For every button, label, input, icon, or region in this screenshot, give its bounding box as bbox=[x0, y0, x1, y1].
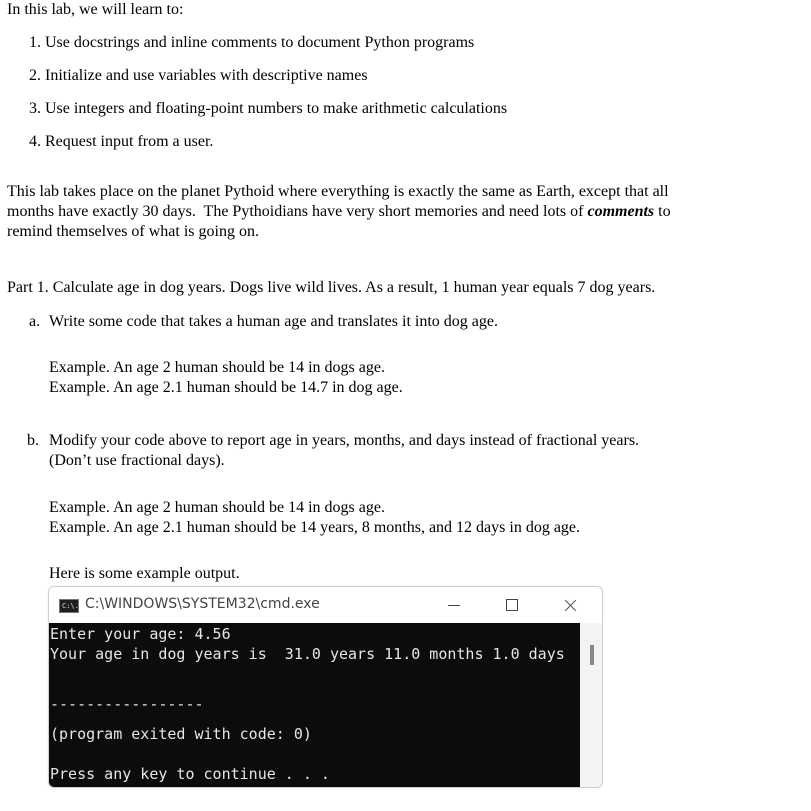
item-a-example-2: Example. An age 2.1 human should be 14.7 in dog age. bbox=[49, 379, 403, 396]
item-b-example-2: Example. An age 2.1 human should be 14 years, 8 months, and 12 days in dog age. bbox=[49, 519, 581, 536]
scrollbar-thumb[interactable] bbox=[590, 645, 594, 665]
console-title: C:\WINDOWS\SYSTEM32\cmd.exe bbox=[85, 596, 320, 612]
objective-item-4: 4. Request input from a user. bbox=[29, 133, 214, 150]
part1-heading: Part 1. Calculate age in dog years. Dogs live wild lives. As a result, 1 human year equals 7 dog years. bbox=[7, 279, 656, 296]
close-button[interactable] bbox=[556, 592, 586, 618]
objective-item-3: 3. Use integers and floating-point numbers to make arithmetic calculations bbox=[29, 100, 508, 117]
cmd-icon: C:\. bbox=[59, 599, 79, 613]
console-line: (program exited with code: 0) bbox=[50, 725, 312, 743]
paragraph-line-1: This lab takes place on the planet Pythoid where everything is exactly the same as Earth, except that all bbox=[7, 183, 669, 200]
paragraph-line-3: remind themselves of what is going on. bbox=[7, 223, 259, 240]
objective-item-1: 1. Use docstrings and inline comments to document Python programs bbox=[29, 34, 475, 51]
paragraph-text-end: to bbox=[654, 203, 671, 220]
console-line: Your age in dog years is 31.0 years 11.0 months 1.0 days bbox=[50, 645, 565, 663]
item-b-example-1: Example. An age 2 human should be 14 in dogs age. bbox=[49, 499, 385, 516]
console-scrollbar[interactable] bbox=[580, 623, 602, 787]
console-window bbox=[48, 586, 603, 788]
console-output[interactable] bbox=[49, 623, 580, 787]
intro-text: In this lab, we will learn to: bbox=[7, 1, 184, 18]
item-a-text: Write some code that takes a human age and translates it into dog age. bbox=[49, 313, 498, 330]
console-line: Enter your age: 4.56 bbox=[50, 625, 231, 643]
objective-item-2: 2. Initialize and use variables with descriptive names bbox=[29, 67, 368, 84]
paragraph-text: months have exactly 30 days. The Pythoidians have very short memories and need lots of bbox=[7, 203, 588, 220]
paragraph-line-2 bbox=[7, 202, 671, 222]
console-titlebar[interactable] bbox=[49, 587, 602, 623]
item-b-text-2: (Don’t use fractional days). bbox=[49, 452, 225, 469]
example-output-intro: Here is some example output. bbox=[49, 565, 240, 582]
maximize-button[interactable] bbox=[497, 592, 527, 618]
console-line: Press any key to continue . . . bbox=[50, 765, 330, 783]
item-a-example-1: Example. An age 2 human should be 14 in dogs age. bbox=[49, 359, 385, 376]
minimize-button[interactable] bbox=[439, 592, 469, 618]
item-a-label: a. bbox=[29, 313, 41, 330]
console-line: ----------------- bbox=[50, 695, 204, 713]
item-b-text-1: Modify your code above to report age in years, months, and days instead of fractional years. bbox=[49, 432, 640, 449]
emphasis-comments: comments bbox=[587, 203, 655, 220]
item-b-label: b. bbox=[27, 432, 39, 449]
